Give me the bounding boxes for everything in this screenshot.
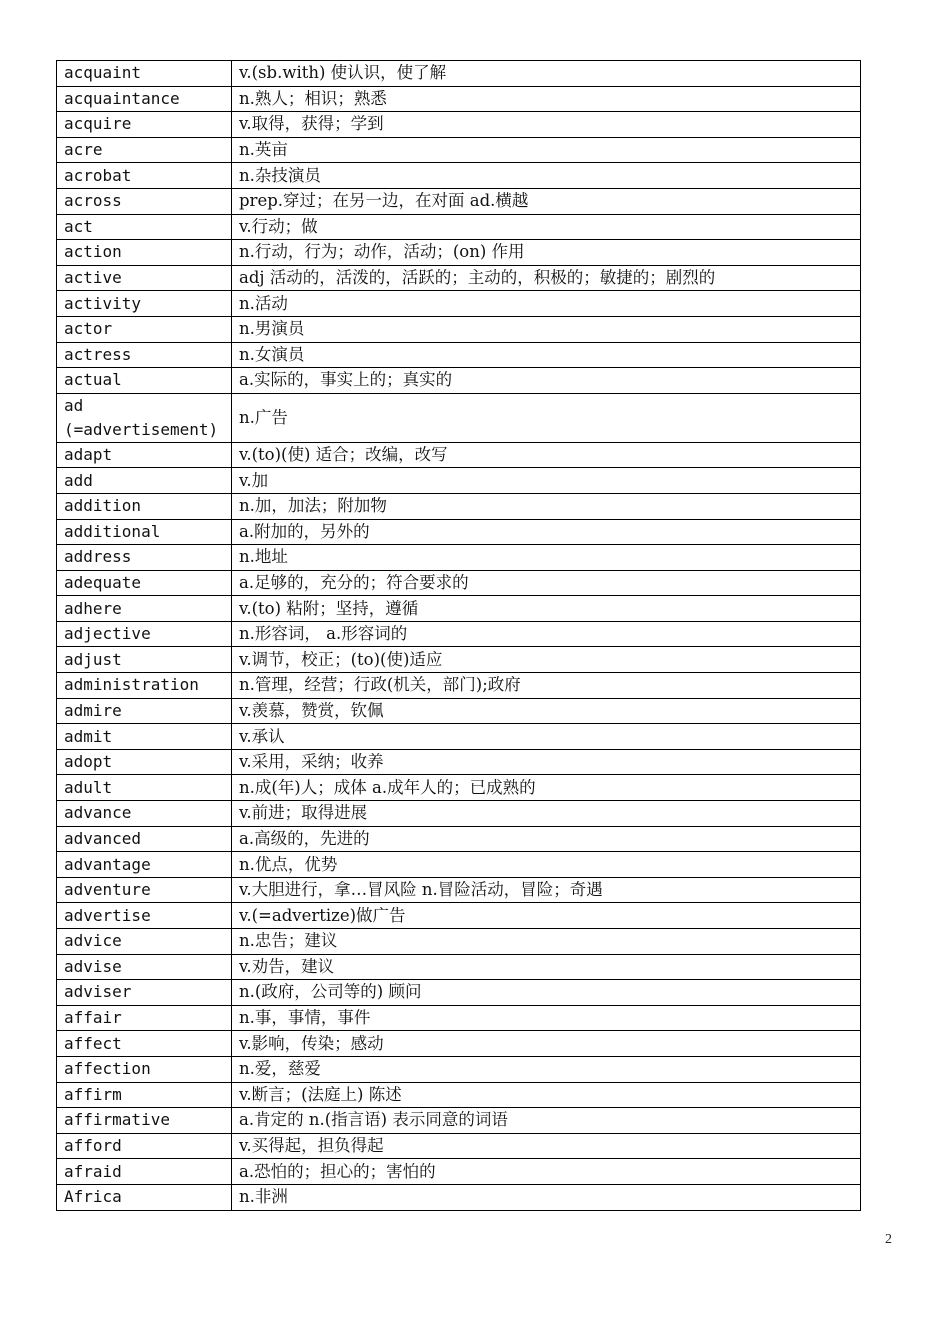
definition-cell: v.采用，采纳；收养 (232, 749, 861, 775)
definition-cell: v.行动；做 (232, 214, 861, 240)
table-row (57, 265, 861, 291)
table-row (57, 545, 861, 571)
vocabulary-table-body (57, 61, 861, 1211)
word-cell: acre (57, 137, 232, 163)
definition-cell: n.管理，经营；行政(机关，部门);政府 (232, 673, 861, 699)
word-cell: affirmative (57, 1108, 232, 1134)
definition-cell: v.(to)(使) 适合；改编，改写 (232, 442, 861, 468)
table-row (57, 493, 861, 519)
word-cell: Africa (57, 1184, 232, 1210)
definition-cell: v.(to) 粘附；坚持，遵循 (232, 596, 861, 622)
definition-cell: n.加，加法；附加物 (232, 493, 861, 519)
table-row (57, 342, 861, 368)
definition-cell: v.承认 (232, 724, 861, 750)
definition-cell: n.地址 (232, 545, 861, 571)
definition-cell: n.行动，行为；动作，活动；(on) 作用 (232, 240, 861, 266)
word-cell: advice (57, 929, 232, 955)
table-row (57, 393, 861, 442)
word-cell: additional (57, 519, 232, 545)
table-row (57, 929, 861, 955)
table-row (57, 852, 861, 878)
table-row (57, 316, 861, 342)
table-row (57, 442, 861, 468)
definition-cell: n.广告 (232, 393, 861, 442)
word-cell: active (57, 265, 232, 291)
table-row (57, 368, 861, 394)
definition-cell: n.成(年)人；成体 a.成年人的；已成熟的 (232, 775, 861, 801)
word-cell: affection (57, 1056, 232, 1082)
table-row (57, 801, 861, 827)
definition-cell: v.加 (232, 468, 861, 494)
definition-cell: n.英亩 (232, 137, 861, 163)
definition-cell: a.附加的，另外的 (232, 519, 861, 545)
word-cell: acquaintance (57, 86, 232, 112)
vocabulary-table (56, 60, 861, 1211)
definition-cell: a.肯定的 n.(指言语) 表示同意的词语 (232, 1108, 861, 1134)
table-row (57, 1133, 861, 1159)
table-row (57, 1108, 861, 1134)
word-cell: afford (57, 1133, 232, 1159)
definition-cell: n.形容词， a.形容词的 (232, 621, 861, 647)
word-cell: advantage (57, 852, 232, 878)
word-cell: action (57, 240, 232, 266)
word-cell: admire (57, 698, 232, 724)
definition-cell: v.(sb.with) 使认识，使了解 (232, 61, 861, 87)
word-cell: adjective (57, 621, 232, 647)
definition-cell: n.忠告；建议 (232, 929, 861, 955)
definition-cell: v.(=advertize)做广告 (232, 903, 861, 929)
word-cell: administration (57, 673, 232, 699)
word-cell: adhere (57, 596, 232, 622)
definition-cell: n.杂技演员 (232, 163, 861, 189)
table-row (57, 570, 861, 596)
word-cell: adviser (57, 980, 232, 1006)
table-row (57, 61, 861, 87)
definition-cell: v.劝告，建议 (232, 954, 861, 980)
word-cell: actual (57, 368, 232, 394)
table-row (57, 1005, 861, 1031)
definition-cell: n.活动 (232, 291, 861, 317)
definition-cell: prep.穿过；在另一边，在对面 ad.横越 (232, 188, 861, 214)
table-row (57, 724, 861, 750)
word-cell: add (57, 468, 232, 494)
table-row (57, 1082, 861, 1108)
definition-cell: n.爱，慈爱 (232, 1056, 861, 1082)
table-row (57, 673, 861, 699)
definition-cell: v.取得，获得；学到 (232, 112, 861, 138)
table-row (57, 826, 861, 852)
word-cell: actor (57, 316, 232, 342)
table-row (57, 163, 861, 189)
word-cell: affair (57, 1005, 232, 1031)
word-cell: adult (57, 775, 232, 801)
table-row (57, 775, 861, 801)
word-cell: affect (57, 1031, 232, 1057)
word-cell: actress (57, 342, 232, 368)
definition-cell: n.事，事情，事件 (232, 1005, 861, 1031)
word-cell: adventure (57, 877, 232, 903)
definition-cell: a.足够的，充分的；符合要求的 (232, 570, 861, 596)
table-row (57, 980, 861, 1006)
table-row (57, 954, 861, 980)
table-row (57, 698, 861, 724)
word-cell: advise (57, 954, 232, 980)
word-cell: admit (57, 724, 232, 750)
definition-cell: v.大胆进行，拿…冒风险 n.冒险活动，冒险；奇遇 (232, 877, 861, 903)
definition-cell: v.影响，传染；感动 (232, 1031, 861, 1057)
definition-cell: v.买得起，担负得起 (232, 1133, 861, 1159)
definition-cell: v.前进；取得进展 (232, 801, 861, 827)
table-row (57, 137, 861, 163)
word-cell: adequate (57, 570, 232, 596)
definition-cell: n.女演员 (232, 342, 861, 368)
word-cell: afraid (57, 1159, 232, 1185)
word-cell: advanced (57, 826, 232, 852)
table-row (57, 291, 861, 317)
word-cell: addition (57, 493, 232, 519)
definition-cell: n.非洲 (232, 1184, 861, 1210)
definition-cell: n.(政府，公司等的) 顾问 (232, 980, 861, 1006)
word-cell: address (57, 545, 232, 571)
word-cell: advance (57, 801, 232, 827)
definition-cell: n.熟人；相识；熟悉 (232, 86, 861, 112)
table-row (57, 749, 861, 775)
word-cell: across (57, 188, 232, 214)
table-row (57, 877, 861, 903)
table-row (57, 1031, 861, 1057)
word-cell: adopt (57, 749, 232, 775)
definition-cell: v.调节，校正；(to)(使)适应 (232, 647, 861, 673)
table-row (57, 1056, 861, 1082)
table-row (57, 188, 861, 214)
table-row (57, 240, 861, 266)
definition-cell: a.实际的，事实上的；真实的 (232, 368, 861, 394)
table-row (57, 468, 861, 494)
table-row (57, 1184, 861, 1210)
word-cell: adapt (57, 442, 232, 468)
word-cell: acquaint (57, 61, 232, 87)
word-cell: affirm (57, 1082, 232, 1108)
definition-cell: n.优点，优势 (232, 852, 861, 878)
definition-cell: v.断言；(法庭上) 陈述 (232, 1082, 861, 1108)
table-row (57, 86, 861, 112)
word-cell: activity (57, 291, 232, 317)
word-cell: ad (=advertisement) (57, 393, 232, 442)
table-row (57, 596, 861, 622)
word-cell: act (57, 214, 232, 240)
definition-cell: adj 活动的，活泼的，活跃的；主动的，积极的；敏捷的；剧烈的 (232, 265, 861, 291)
definition-cell: v.羡慕，赞赏，钦佩 (232, 698, 861, 724)
table-row (57, 112, 861, 138)
word-cell: acquire (57, 112, 232, 138)
word-cell: acrobat (57, 163, 232, 189)
table-row (57, 1159, 861, 1185)
table-row (57, 621, 861, 647)
table-row (57, 903, 861, 929)
table-row (57, 519, 861, 545)
word-cell: adjust (57, 647, 232, 673)
table-row (57, 214, 861, 240)
word-cell: advertise (57, 903, 232, 929)
definition-cell: a.高级的，先进的 (232, 826, 861, 852)
definition-cell: n.男演员 (232, 316, 861, 342)
definition-cell: a.恐怕的；担心的；害怕的 (232, 1159, 861, 1185)
page-number: 2 (885, 1232, 892, 1247)
table-row (57, 647, 861, 673)
